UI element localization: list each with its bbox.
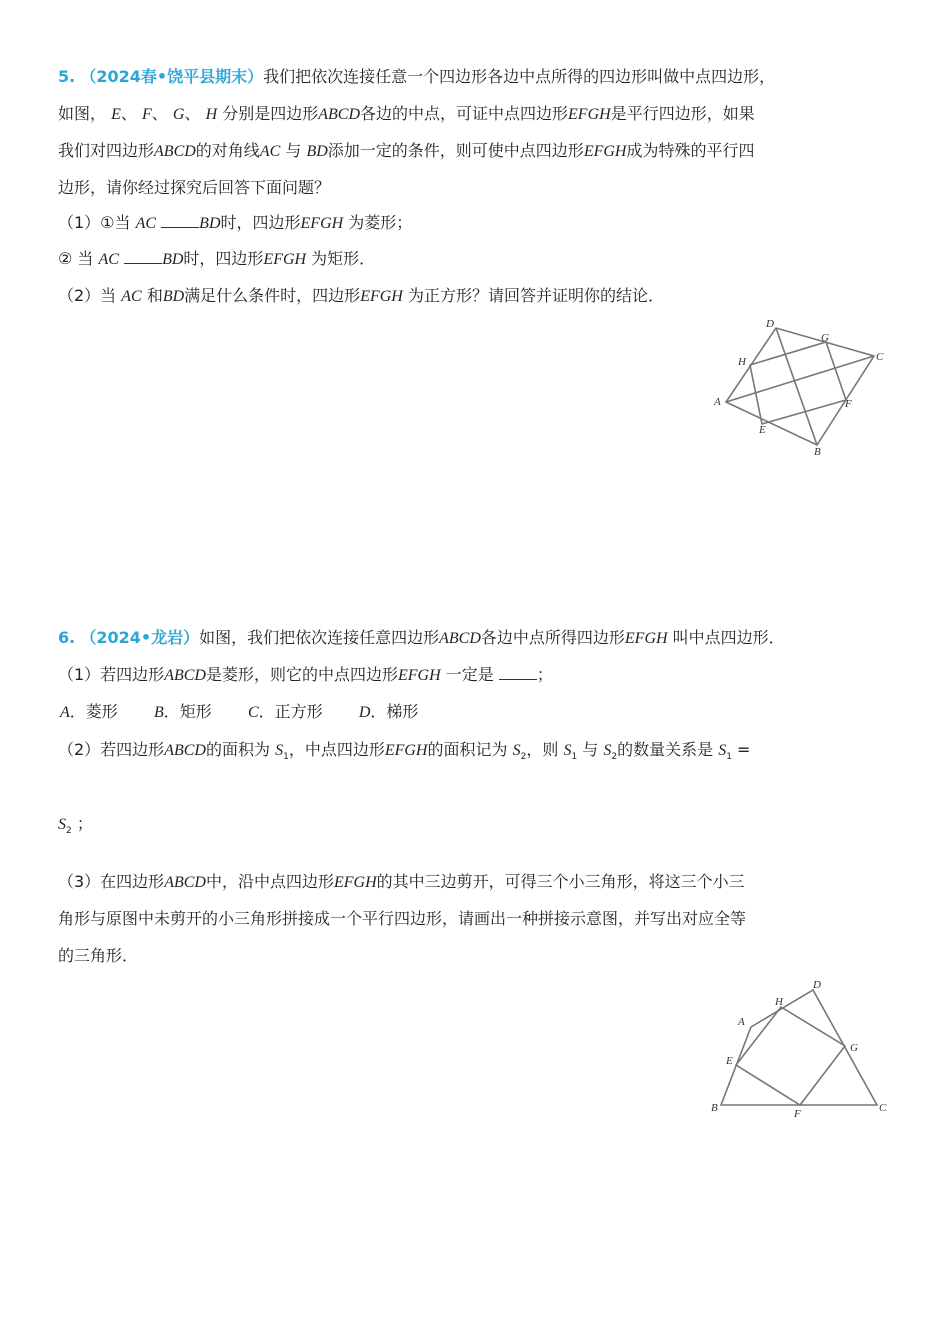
q5-var: F: [142, 106, 152, 123]
q6-var: EFGH: [397, 667, 441, 684]
q5-var: AC: [98, 251, 119, 268]
q6-part-2: [58, 739, 750, 768]
q5-text: 为正方形？请回答并证明你的结论．: [407, 286, 664, 305]
q5-text: 添加一定的条件，则可使中点四边形: [327, 141, 584, 160]
q6-sub: 2: [520, 752, 527, 763]
q5-var: ABCD: [154, 143, 196, 160]
q6-text: 各边中点所得四边形: [480, 628, 625, 647]
q5-text: 各边的中点，可证中点四边形: [360, 104, 569, 123]
q6-var: S: [718, 742, 727, 759]
option-d[interactable]: ．梯形: [370, 702, 419, 721]
q5-line-2: [58, 103, 755, 126]
q6-var: S: [563, 742, 572, 759]
option-b-letter: B: [153, 704, 164, 721]
q5-text: （1）①当: [58, 213, 131, 232]
q5-text: 、: [184, 104, 201, 123]
q6-part-2-cont: [58, 813, 93, 842]
q6-text: （2）若四边形: [58, 740, 165, 759]
q6-var: ABCD: [164, 667, 206, 684]
q6-text: 的面积记为: [427, 740, 508, 759]
q6-text: 角形与原图中未剪开的小三角形拼接成一个平行四边形，请画出一种拼接示意图，并写出对应全等: [58, 909, 747, 928]
q5-line-4: [58, 177, 330, 199]
q5-text: 为菱形；: [348, 213, 413, 232]
q6-text: 的面积为: [205, 740, 270, 759]
q6-text: 一定是: [445, 665, 494, 684]
q5-var: EFGH: [583, 143, 627, 160]
q5-var: EFGH: [360, 288, 403, 305]
q6-options: [60, 701, 418, 724]
q6-text: 的数量关系是: [617, 740, 714, 759]
q6-text: 叫中点四边形．: [672, 628, 785, 647]
q5-var: G: [172, 106, 185, 123]
q5-line-3: [58, 140, 754, 163]
q5-text: 的对角线: [195, 141, 260, 160]
q5-text: 成为特殊的平行四: [626, 141, 755, 160]
q5-var: E: [111, 106, 121, 123]
q5-part-1b: [58, 248, 375, 271]
q6-var: S: [58, 816, 66, 833]
q6-part-3-l2: [58, 908, 746, 930]
q5-text: 、: [120, 104, 137, 123]
q5-text: 与: [285, 141, 302, 160]
option-a[interactable]: ．菱形: [69, 702, 118, 721]
q6-text: （1）若四边形: [58, 665, 165, 684]
label-a: A: [714, 396, 721, 408]
q5-text: （2）当: [58, 286, 117, 305]
q5-text: 、: [151, 104, 168, 123]
q6-sub: 2: [611, 752, 618, 763]
q5-var: BD: [162, 288, 185, 305]
q5-var: AC: [259, 143, 281, 160]
q5-text: 如图，: [58, 104, 107, 123]
label-h: H: [738, 356, 746, 368]
q5-part-1: [58, 212, 412, 235]
answer-blank[interactable]: [161, 213, 199, 228]
q5-text: 边形，请你经过探究后回答下面问题？: [58, 178, 331, 197]
option-d-letter: D: [358, 704, 371, 721]
label-h: H: [775, 996, 783, 1008]
q6-text: 的其中三边剪开，可得三个小三角形，将这三个小三: [376, 872, 745, 891]
q5-text: 和: [146, 286, 163, 305]
q6-var: ABCD: [439, 630, 481, 647]
q5-var: EFGH: [568, 106, 611, 123]
q6-text: ，中点四边形: [288, 740, 385, 759]
q6-text: ，则: [526, 740, 559, 759]
label-d: D: [813, 979, 821, 991]
quad-efgh: [750, 342, 846, 424]
q6-part-1: [58, 664, 553, 687]
q5-text: 时，四边形: [183, 249, 264, 268]
q5-text: 我们把依次连接任意一个四边形各边中点所得的四边形叫做中点四边形，: [263, 67, 776, 86]
label-g: G: [850, 1042, 858, 1054]
q6-var: ABCD: [164, 742, 206, 759]
q5-var: H: [205, 106, 218, 123]
q6-text: （3）在四边形: [58, 872, 165, 891]
q6-text: =: [737, 740, 751, 759]
quad-efgh: [736, 1007, 845, 1105]
q5-text: 我们对四边形: [58, 141, 155, 160]
q5-var: BD: [199, 215, 221, 232]
q6-text: ；: [76, 814, 93, 833]
label-e: E: [759, 424, 766, 436]
q6-sub: 1: [726, 752, 732, 763]
q6-var: EFGH: [624, 630, 668, 647]
answer-blank[interactable]: [499, 665, 537, 680]
q6-var: EFGH: [384, 742, 428, 759]
q6-part-3-l3: [58, 945, 138, 967]
label-c: C: [876, 351, 884, 363]
q6-part-3-l1: [58, 871, 745, 894]
label-f: F: [845, 398, 852, 410]
q6-text: 中，沿中点四边形: [205, 872, 334, 891]
q5-text: 是平行四边形，如果: [610, 104, 755, 123]
q5-part-2: [58, 285, 664, 308]
q6-text: 是菱形，则它的中点四边形: [205, 665, 398, 684]
diagonal-bd: [776, 328, 817, 445]
q5-var: ABCD: [318, 106, 361, 123]
q6-var: ABCD: [164, 874, 206, 891]
q5-text: 满足什么条件时，四边形: [184, 286, 361, 305]
q6-number: 6.: [58, 628, 76, 647]
q6-var: S: [275, 742, 284, 759]
q5-var: BD: [306, 143, 328, 160]
option-c-letter: C: [247, 704, 259, 721]
q6-text: 与: [582, 740, 599, 759]
q6-text: 的三角形．: [58, 946, 139, 965]
q6-sub: 1: [283, 752, 289, 763]
q6-sub: 2: [66, 826, 72, 837]
label-b: B: [814, 446, 821, 458]
label-a: A: [738, 1016, 745, 1028]
q6-line-1: [58, 627, 785, 650]
answer-blank[interactable]: [124, 249, 162, 264]
q5-figure: [700, 310, 900, 460]
q5-source: （2024春•饶平县期末）: [80, 67, 264, 86]
q5-var: EFGH: [263, 251, 307, 268]
q6-var: S: [603, 742, 612, 759]
option-b[interactable]: ．矩形: [163, 702, 212, 721]
q6-text: 如图，我们把依次连接任意四边形: [199, 628, 440, 647]
q5-line-1: [58, 66, 775, 88]
q6-figure: [705, 975, 905, 1125]
label-d: D: [766, 318, 774, 330]
label-c: C: [879, 1102, 887, 1114]
q6-var: S: [512, 742, 521, 759]
q5-text: 为矩形．: [311, 249, 376, 268]
label-f: F: [794, 1108, 801, 1120]
q5-var: AC: [121, 288, 142, 305]
q5-text: 分别是四边形: [222, 104, 319, 123]
q5-text: ② 当: [58, 249, 94, 268]
q5-var: EFGH: [300, 215, 344, 232]
label-e: E: [726, 1055, 733, 1067]
option-a-letter: A: [60, 704, 70, 721]
q6-sub: 1: [571, 752, 578, 763]
q5-var: AC: [135, 215, 157, 232]
option-c[interactable]: ．正方形: [258, 702, 323, 721]
quad-abcd: [726, 328, 874, 445]
q6-var: EFGH: [333, 874, 377, 891]
q5-var: BD: [162, 251, 184, 268]
q5-number: 5.: [58, 67, 76, 86]
label-b: B: [711, 1102, 718, 1114]
label-g: G: [821, 332, 829, 344]
q5-text: 时，四边形: [220, 213, 301, 232]
q6-source: （2024•龙岩）: [80, 628, 200, 647]
q6-text: ；: [536, 665, 553, 684]
